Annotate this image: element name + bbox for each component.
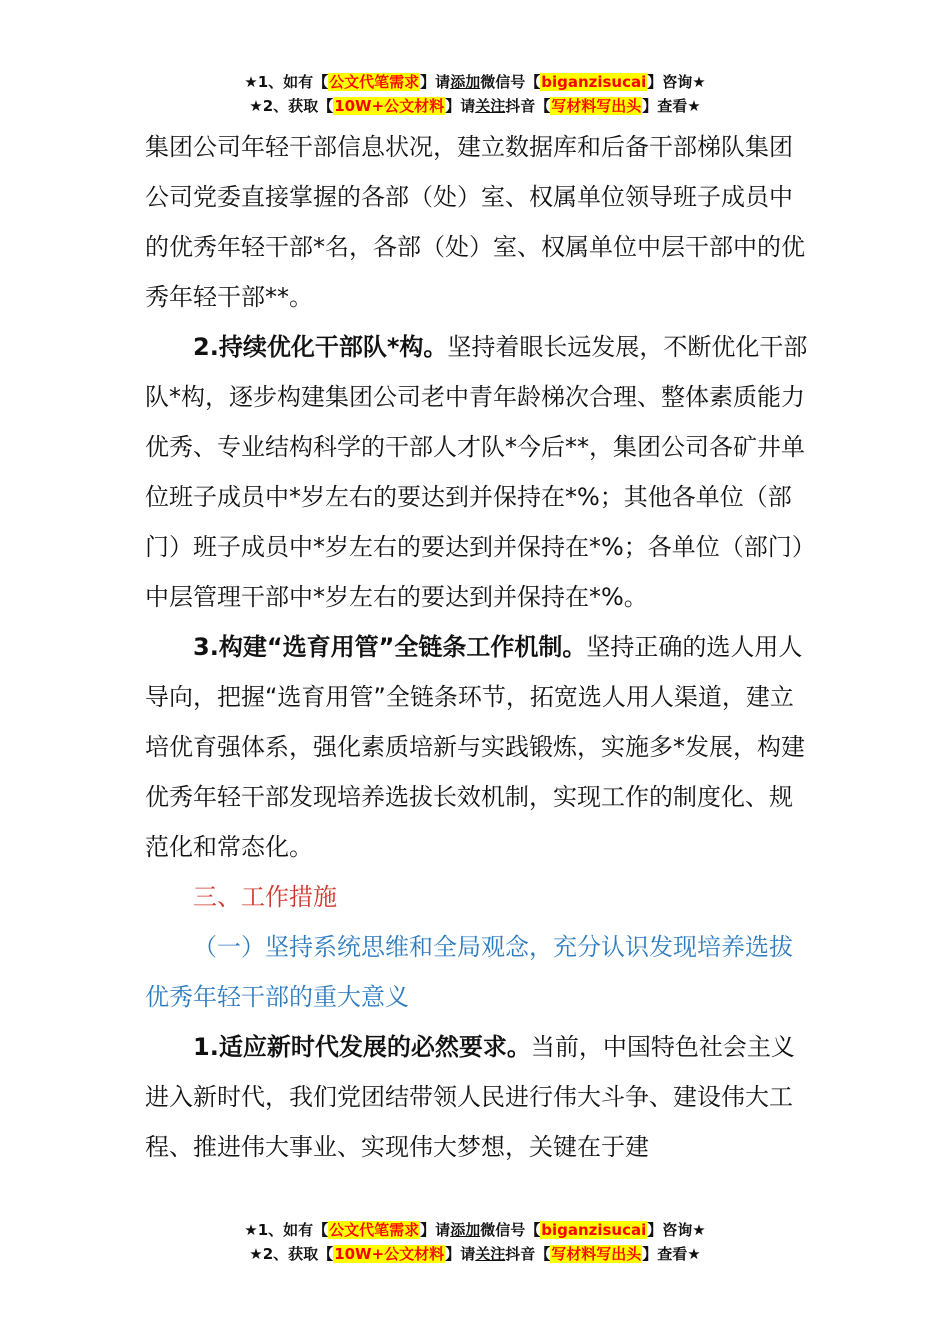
promo-highlight: 写材料写出头	[551, 1245, 642, 1263]
promo-text: 抖音【	[505, 97, 551, 115]
promo-text: 抖音【	[505, 1245, 551, 1263]
promo-text: 】查看★	[642, 97, 701, 115]
paragraph-lead: 2.持续优化干部队*构。	[193, 333, 448, 361]
promo-underlined-text: 添加	[450, 1221, 481, 1239]
promo-text: 】请	[445, 1245, 476, 1263]
promo-banner-bottom	[0, 1218, 950, 1266]
paragraph-text: 当前，中国特色社会主义进入新时代，我们党团结带领人民进行伟大斗争、建设伟大工程、推进伟大事业、实现伟大梦想，关键在于建	[145, 1033, 795, 1161]
promo-highlight: 10W+公文材料	[334, 97, 445, 115]
promo-highlight: 公文代笔需求	[329, 73, 420, 91]
promo-line-1	[0, 1218, 950, 1242]
promo-text: ★2、获取【	[249, 1245, 334, 1263]
promo-text: 】咨询★	[647, 1221, 706, 1239]
promo-text: 微信号【	[480, 73, 541, 91]
promo-highlight: biganzisucai	[541, 1221, 647, 1239]
promo-highlight: 10W+公文材料	[334, 1245, 445, 1263]
promo-text: 】咨询★	[647, 73, 706, 91]
subsection-heading: （一）坚持系统思维和全局观念，充分认识发现培养选拔优秀年轻干部的重大意义	[145, 933, 793, 1011]
promo-line-2	[0, 1242, 950, 1266]
paragraph-lead: 1.适应新时代发展的必然要求。	[193, 1033, 531, 1061]
promo-line-1	[0, 70, 950, 94]
promo-underlined-text: 关注	[475, 97, 506, 115]
document-body	[145, 122, 810, 1172]
paragraph-new-era	[145, 1022, 810, 1172]
promo-text: ★2、获取【	[249, 97, 334, 115]
promo-underlined-text: 关注	[475, 1245, 506, 1263]
promo-highlight: biganzisucai	[541, 73, 647, 91]
paragraph-lead: 3.构建“选育用管”全链条工作机制。	[193, 633, 587, 661]
paragraph-cadre-database: 集团公司年轻干部信息状况，建立数据库和后备干部梯队集团公司党委直接掌握的各部（处）室、权属单位领导班子成员中的优秀年轻干部*名，各部（处）室、权属单位中层干部中的优秀年轻干部**。	[145, 133, 805, 311]
promo-text: 】请	[445, 97, 476, 115]
paragraph-full-chain-mechanism	[145, 622, 810, 872]
promo-text: 】请	[420, 73, 451, 91]
paragraph-optimize-structure	[145, 322, 810, 622]
section-heading: 三、工作措施	[193, 883, 337, 911]
promo-highlight: 公文代笔需求	[329, 1221, 420, 1239]
promo-banner-top	[0, 70, 950, 118]
promo-text: 】请	[420, 1221, 451, 1239]
promo-text: ★1、如有【	[244, 1221, 329, 1239]
promo-underlined-text: 添加	[450, 73, 481, 91]
promo-line-2	[0, 94, 950, 118]
promo-text: 】查看★	[642, 1245, 701, 1263]
promo-text: 微信号【	[480, 1221, 541, 1239]
paragraph-text: 坚持正确的选人用人导向，把握“选育用管”全链条环节，拓宽选人用人渠道，建立培优育强体系，强化素质培新与实践锻炼，实施多*发展，构建优秀年轻干部发现培养选拔长效机制，实现工作的制度化、规范化和常态化。	[145, 633, 805, 861]
promo-text: ★1、如有【	[244, 73, 329, 91]
promo-highlight: 写材料写出头	[551, 97, 642, 115]
paragraph-text: 坚持着眼长远发展，不断优化干部队*构，逐步构建集团公司老中青年龄梯次合理、整体素质能力优秀、专业结构科学的干部人才队*今后**，集团公司各矿井单位班子成员中*岁左右的要达到并保持在*%；其他各单位（部门）班子成员中*岁左右的要达到并保持在*%；各单位（部门）中层管理干部中*岁左右的要达到并保持在*%。	[145, 333, 808, 611]
